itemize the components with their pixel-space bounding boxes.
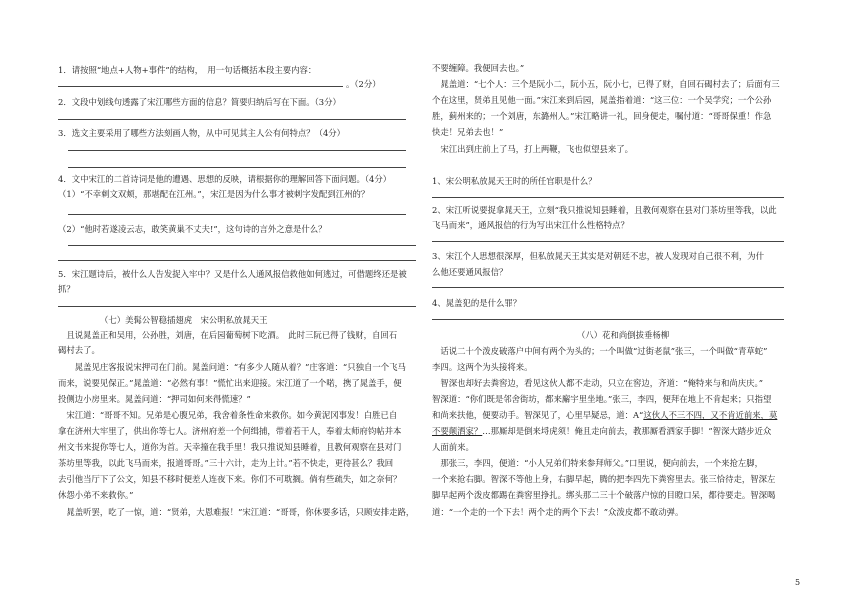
section-8-title: （八）花和尚倒拔垂杨柳 xyxy=(577,330,670,340)
passage-line: 不要缠障。我便回去也。” xyxy=(432,63,525,73)
passage-line: 脚早起两个泼皮都踢在粪窖里挣扎。绑头那二三十个破落户惊的目瞪口呆，都待要走。智深喝 xyxy=(432,490,776,500)
passage-line: 那张三，李四，便道：“小人兄弟们特来参拜师父。”口里说，便向前去，一个来抢左脚， xyxy=(432,458,763,468)
passage-line: 休怨小弟不来救你。” xyxy=(58,490,134,500)
passage-line: 智深也却好去粪窖边，看见这伙人都不走动，只立在窖边，齐道：“俺特来与和尚庆庆。” xyxy=(432,378,763,388)
question-3-line2: 么他还要通风报信？ xyxy=(432,267,508,277)
question-5-line1: 5．宋江题诗后，被什么人告发捉入牢中？又是什么人通风报信救他如何逃过，可借题终还是被 xyxy=(58,269,407,279)
answer-line xyxy=(68,150,406,151)
question-2-line1: 2、宋江听说要捉拿晁天王，立刻“我只推说知县睡着，且教何观察在县对门茶坊里等我，以此 xyxy=(432,205,777,215)
passage-line: 州文书来捉你等七人，道你为首。天幸撞在我手里！我只推说知县睡着，且教何观察在县对门 xyxy=(58,442,402,452)
question-1: 1．请按照“地点+人物+事件”的结构， 用一句话概括本段主要内容： xyxy=(58,65,317,75)
question-2: 2．文段中划线句透露了宋江哪些方面的信息？简要归纳后写在下面。（3分） xyxy=(58,97,341,107)
passage-line: 一个来抢右脚。智深不等他上身，右脚早起，腾的把李四先下粪窖里去。张三恰待走，智深左 xyxy=(432,474,776,484)
passage-line: 李四。这两个为头接将来。 xyxy=(432,362,533,372)
question-4: 4、晁盖犯的是什么罪？ xyxy=(432,298,522,308)
passage-line: 道：“一个走的一个下去！两个走的两个下去！”众泼皮都不敢动弹。 xyxy=(432,507,684,517)
answer-line xyxy=(68,167,406,168)
question-3: 3．选文主要采用了哪些方法刻画人物，从中可见其主人公有何特点？（4分） xyxy=(58,128,346,138)
underlined-sentence-a: 这伙人不三不四，又不肯近前来，莫 xyxy=(643,410,778,420)
passage-line: 茶坊里等我，以此飞马而来，报道哥哥。”三十六计，走为上计。”若不快走，更待甚么？我回 xyxy=(58,458,394,468)
passage-line: 拿在济州大牢里了，供出你等七人。济州府差一个何缉捕，带着若干人，奉着太师府钧帖并本 xyxy=(58,426,402,436)
passage-line: 宋江道：“哥哥不知。兄弟是心腹兄弟，我舍着条性命来救你。如今黄泥冈事发！白胜已自 xyxy=(58,410,398,420)
underlined-sentence-a-end: 不要颠洒家？ xyxy=(432,426,483,436)
passage-line: 晁盖道：“七个人：三个是阮小二，阮小五，阮小七，已得了财，自回石碣村去了；后面有三 xyxy=(432,79,780,89)
question-4-2: （2）“他时若遂凌云志，敢笑黄巢不丈夫!”，这句诗的言外之意是什么？ xyxy=(58,224,327,234)
answer-line xyxy=(432,319,784,320)
answer-line xyxy=(432,197,784,198)
question-4: 4．文中宋江的二首诗词是他的遭遇、思想的反映，请根据你的理解回答下面问题。（4分） xyxy=(58,174,392,184)
passage-line: 碣村去了。 xyxy=(58,345,100,355)
question-1-score: 。（2分） xyxy=(346,79,381,89)
passage-line: 胜，蓟州来的；一个刘唐，东潞州人。”宋江略讲一礼，回身便走，嘱付道：“哥哥保重！作急 xyxy=(432,111,772,121)
question-5-line2: 抓？ xyxy=(58,284,75,294)
passage-line: 人面前来。 xyxy=(432,442,474,452)
question-4-1: （1）“不幸刺文双颊，那堪配在江州。”，宋江是因为什么事才被刺字发配到江州的？ xyxy=(58,189,370,199)
passage-line: 快走！兄弟去也！” xyxy=(432,127,504,137)
passage-text: 和尚来扶他，便要动手。智深见了，心里早疑忌，道：A“ xyxy=(432,410,644,420)
passage-text: …那厮却是倒来埒虎须！俺且走向前去，教那厮看洒家手脚！”智深大踏步近众 xyxy=(482,426,772,436)
answer-line xyxy=(68,214,406,215)
answer-line xyxy=(58,119,406,120)
answer-line xyxy=(432,241,784,242)
page-number: 5 xyxy=(795,578,801,587)
question-1: 1、宋公明私放晁天王时的所任官职是什么？ xyxy=(432,176,597,186)
section-7-title: （七）美髯公智稳插翅虎 宋公明私放晁天王 xyxy=(100,315,268,325)
passage-line: 个在这里，贤弟且见他一面。”宋江来到后园，晁盖指着道：“这三位：一个吴学究；一个公孙 xyxy=(432,95,772,105)
question-2-line2: 飞马而来”，通风报信的行为写出宋江什么性格特点？ xyxy=(432,220,629,230)
passage-line: 而来，说要见保正。”晁盖道：“必然有事！”慌忙出来迎接。宋江道了一个喏，携了晁盖手，便 xyxy=(58,378,402,388)
answer-line xyxy=(58,260,416,261)
passage-line: 晁盖见庄客报说宋押司在门前。晁盖问道：“有多少人随从着？”庄客道：“只独自一个飞马 xyxy=(58,362,406,372)
passage-line: 话说二十个泼皮破落户中间有两个为头的；一个叫做“过街老鼠”张三，一个叫做“青草蛇” xyxy=(432,346,768,356)
passage-line: 去引他当厅下了公文，知县不移时便差人连夜下来。你们不可耽搁。倘有些疏失，如之奈何？ xyxy=(58,474,402,484)
question-3-line1: 3、宋江个人思想很深厚，但私放晁天王其实是对朝廷不忠，被人发现对自己很不利，为什 xyxy=(432,251,764,261)
passage-line xyxy=(432,408,777,422)
passage-line: 宋江出到庄前上了马，打上两鞭，飞也似望县来了。 xyxy=(432,144,633,154)
answer-line xyxy=(432,287,784,288)
passage-line: 且说晁盖正和吴用，公孙胜，刘唐，在后园葡萄树下吃酒。 此时三阮已得了钱财，自回石 xyxy=(58,330,398,340)
passage-line: 投侧边小房里来。晁盖问道：“押司如何来得慌速？” xyxy=(58,394,251,404)
answer-line xyxy=(68,245,416,246)
passage-line: 智深道：“你们既是邻舍街坊，都来廨宇里坐地。”张三，李四，便拜在地上不肯起来；只指望 xyxy=(432,394,772,404)
passage-line: 晁盖听罢，吃了一惊，道：“贤弟，大恩难报！”宋江道：“哥哥，你休要多话，只顾安排走路， xyxy=(58,507,415,517)
answer-line xyxy=(58,86,343,87)
passage-line xyxy=(432,424,771,438)
answer-line xyxy=(58,306,416,307)
